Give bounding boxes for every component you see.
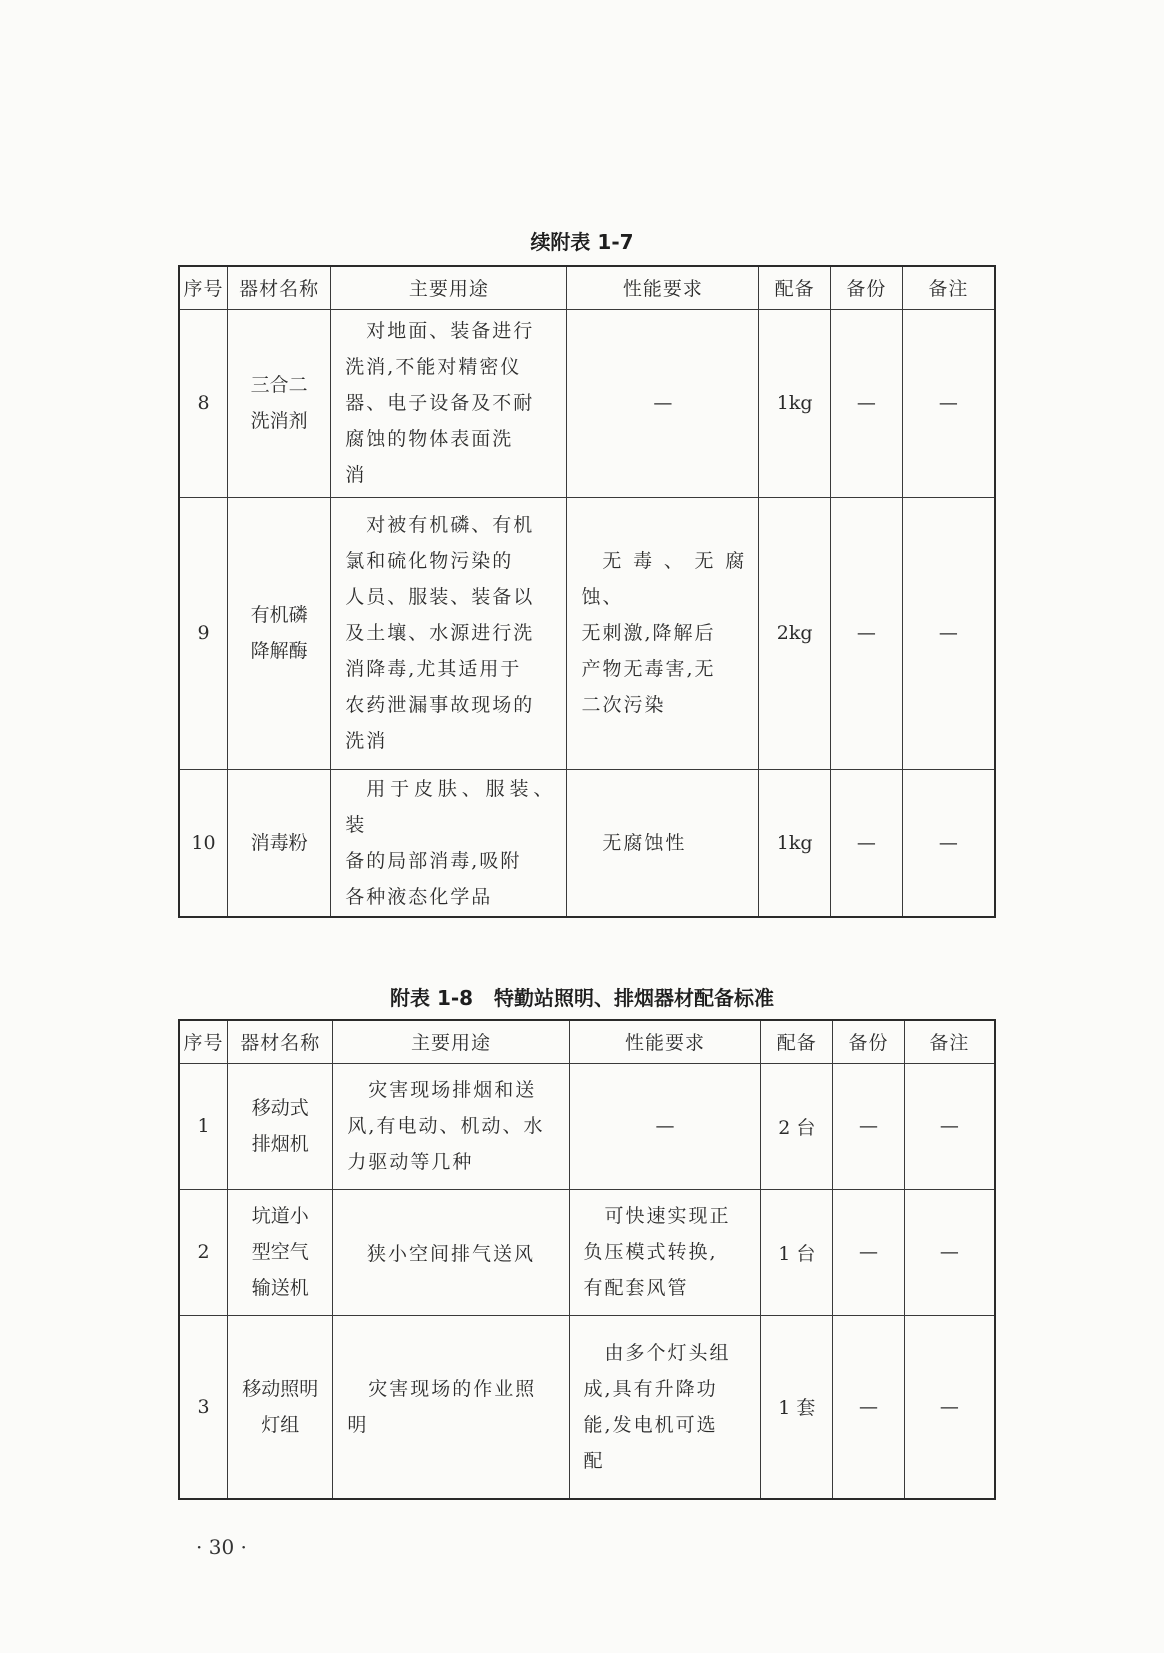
performance: — [567, 309, 759, 497]
perf-line: 负压模式转换, [583, 1241, 718, 1263]
header-cell: 性能要求 [567, 266, 759, 309]
use-line: 氯和硫化物污染的 [345, 550, 514, 572]
equip-quantity: 1 套 [761, 1315, 833, 1499]
name-line: 移动照明 [242, 1377, 319, 1400]
backup: — [833, 1189, 905, 1315]
use-line: 器、电子设备及不耐 [345, 392, 535, 414]
table-1-8 [178, 1019, 996, 1500]
performance [567, 769, 759, 917]
use-line: 力驱动等几种 [347, 1151, 474, 1173]
main-use: 狭小空间排气送风 [333, 1189, 569, 1315]
note: — [902, 309, 995, 497]
equip-quantity: 1 台 [761, 1189, 833, 1315]
header-cell: 备份 [833, 1020, 905, 1063]
table1-caption: 续附表 1-7 [530, 230, 634, 254]
use-line: 灾害现场排烟和送 [368, 1079, 537, 1101]
row-number: 10 [179, 769, 227, 917]
table-row [179, 1315, 995, 1499]
header-cell: 器材名称 [227, 1020, 332, 1063]
name-line: 型空气 [251, 1241, 309, 1263]
equipment-name [227, 497, 330, 769]
use-line: 风,有电动、机动、水 [347, 1115, 545, 1137]
use-line: 人员、服装、装备以 [345, 586, 535, 608]
table-row [179, 309, 995, 497]
table-row [179, 1063, 995, 1189]
equipment-name [227, 1315, 332, 1499]
use-line: 农药泄漏事故现场的 [345, 694, 535, 716]
name-line: 移动式 [251, 1097, 309, 1119]
equip-quantity: 2 台 [761, 1063, 833, 1189]
row-number: 9 [179, 497, 227, 769]
table-header-row [179, 266, 995, 309]
perf-line: 配 [583, 1449, 605, 1472]
header-cell: 性能要求 [569, 1020, 761, 1063]
row-number: 1 [179, 1063, 227, 1189]
main-use [333, 1063, 569, 1189]
backup: — [833, 1063, 905, 1189]
note: — [902, 769, 995, 917]
backup: — [831, 769, 903, 917]
header-cell: 备注 [902, 266, 995, 309]
table-row [179, 1189, 995, 1315]
row-number: 8 [179, 309, 227, 497]
name-line: 输送机 [251, 1277, 309, 1299]
table-header-row [179, 1020, 995, 1063]
use-line: 用于皮肤、服装、装 [345, 777, 555, 836]
note: — [902, 497, 995, 769]
table2-caption: 附表 1-8 特勤站照明、排烟器材配备标准 [390, 986, 774, 1010]
name-line: 洗消剂 [250, 410, 308, 432]
main-use [331, 769, 567, 917]
use-line: 对地面、装备进行 [366, 320, 535, 342]
performance [569, 1315, 761, 1499]
equip-quantity: 1kg [759, 769, 831, 917]
name-line: 三合二 [250, 374, 308, 396]
note: — [904, 1315, 995, 1499]
perf-line: 由多个灯头组 [604, 1341, 731, 1364]
header-cell: 序号 [179, 1020, 227, 1063]
header-cell: 备份 [831, 266, 903, 309]
perf-line: 可快速实现正 [604, 1205, 731, 1227]
use-line: 消 [345, 464, 367, 486]
perf-line: 无刺激,降解后 [581, 622, 716, 644]
use-line: 备的局部消毒,吸附 [345, 849, 522, 872]
use-line: 消降毒,尤其适用于 [345, 658, 522, 680]
perf-line: 能,发电机可选 [583, 1413, 718, 1436]
perf-line: 无腐蚀性 [602, 831, 687, 854]
header-cell: 备注 [904, 1020, 995, 1063]
name-line: 有机磷 [250, 604, 308, 626]
header-cell: 序号 [179, 266, 227, 309]
performance: — [569, 1063, 761, 1189]
backup: — [831, 309, 903, 497]
main-use [331, 309, 567, 497]
name-line: 灯组 [261, 1413, 300, 1436]
performance [569, 1189, 761, 1315]
page-number: · 30 · [196, 1535, 247, 1559]
equip-quantity: 2kg [759, 497, 831, 769]
name-line: 消毒粉 [250, 831, 308, 854]
main-use [331, 497, 567, 769]
use-line: 对被有机磷、有机 [366, 514, 535, 536]
perf-line: 产物无毒害,无 [581, 658, 716, 680]
header-cell: 主要用途 [333, 1020, 569, 1063]
use-line: 及土壤、水源进行洗 [345, 622, 535, 644]
name-line: 排烟机 [251, 1133, 309, 1155]
use-line: 各种液态化学品 [345, 885, 493, 908]
header-cell: 配备 [759, 266, 831, 309]
header-cell: 配备 [761, 1020, 833, 1063]
header-cell: 器材名称 [227, 266, 330, 309]
equip-quantity: 1kg [759, 309, 831, 497]
performance [567, 497, 759, 769]
perf-line: 二次污染 [581, 694, 666, 716]
backup: — [831, 497, 903, 769]
table-1-7-continued [178, 265, 996, 918]
use-line: 洗消,不能对精密仪 [345, 356, 522, 378]
header-cell: 主要用途 [331, 266, 567, 309]
backup: — [833, 1315, 905, 1499]
table-row [179, 497, 995, 769]
use-line: 灾害现场的作业照 [368, 1377, 537, 1400]
table-row [179, 769, 995, 917]
equipment-name [227, 1063, 332, 1189]
note: — [904, 1063, 995, 1189]
use-line: 明 [347, 1413, 369, 1436]
equipment-name [227, 769, 330, 917]
equipment-name [227, 309, 330, 497]
perf-line: 有配套风管 [583, 1277, 689, 1299]
use-line: 腐蚀的物体表面洗 [345, 428, 514, 450]
perf-line: 无毒、无腐蚀、 [581, 550, 747, 608]
row-number: 2 [179, 1189, 227, 1315]
row-number: 3 [179, 1315, 227, 1499]
main-use [333, 1315, 569, 1499]
name-line: 降解酶 [250, 640, 308, 662]
note: — [904, 1189, 995, 1315]
equipment-name [227, 1189, 332, 1315]
perf-line: 成,具有升降功 [583, 1377, 718, 1400]
use-line: 洗消 [345, 730, 388, 752]
name-line: 坑道小 [251, 1205, 309, 1227]
